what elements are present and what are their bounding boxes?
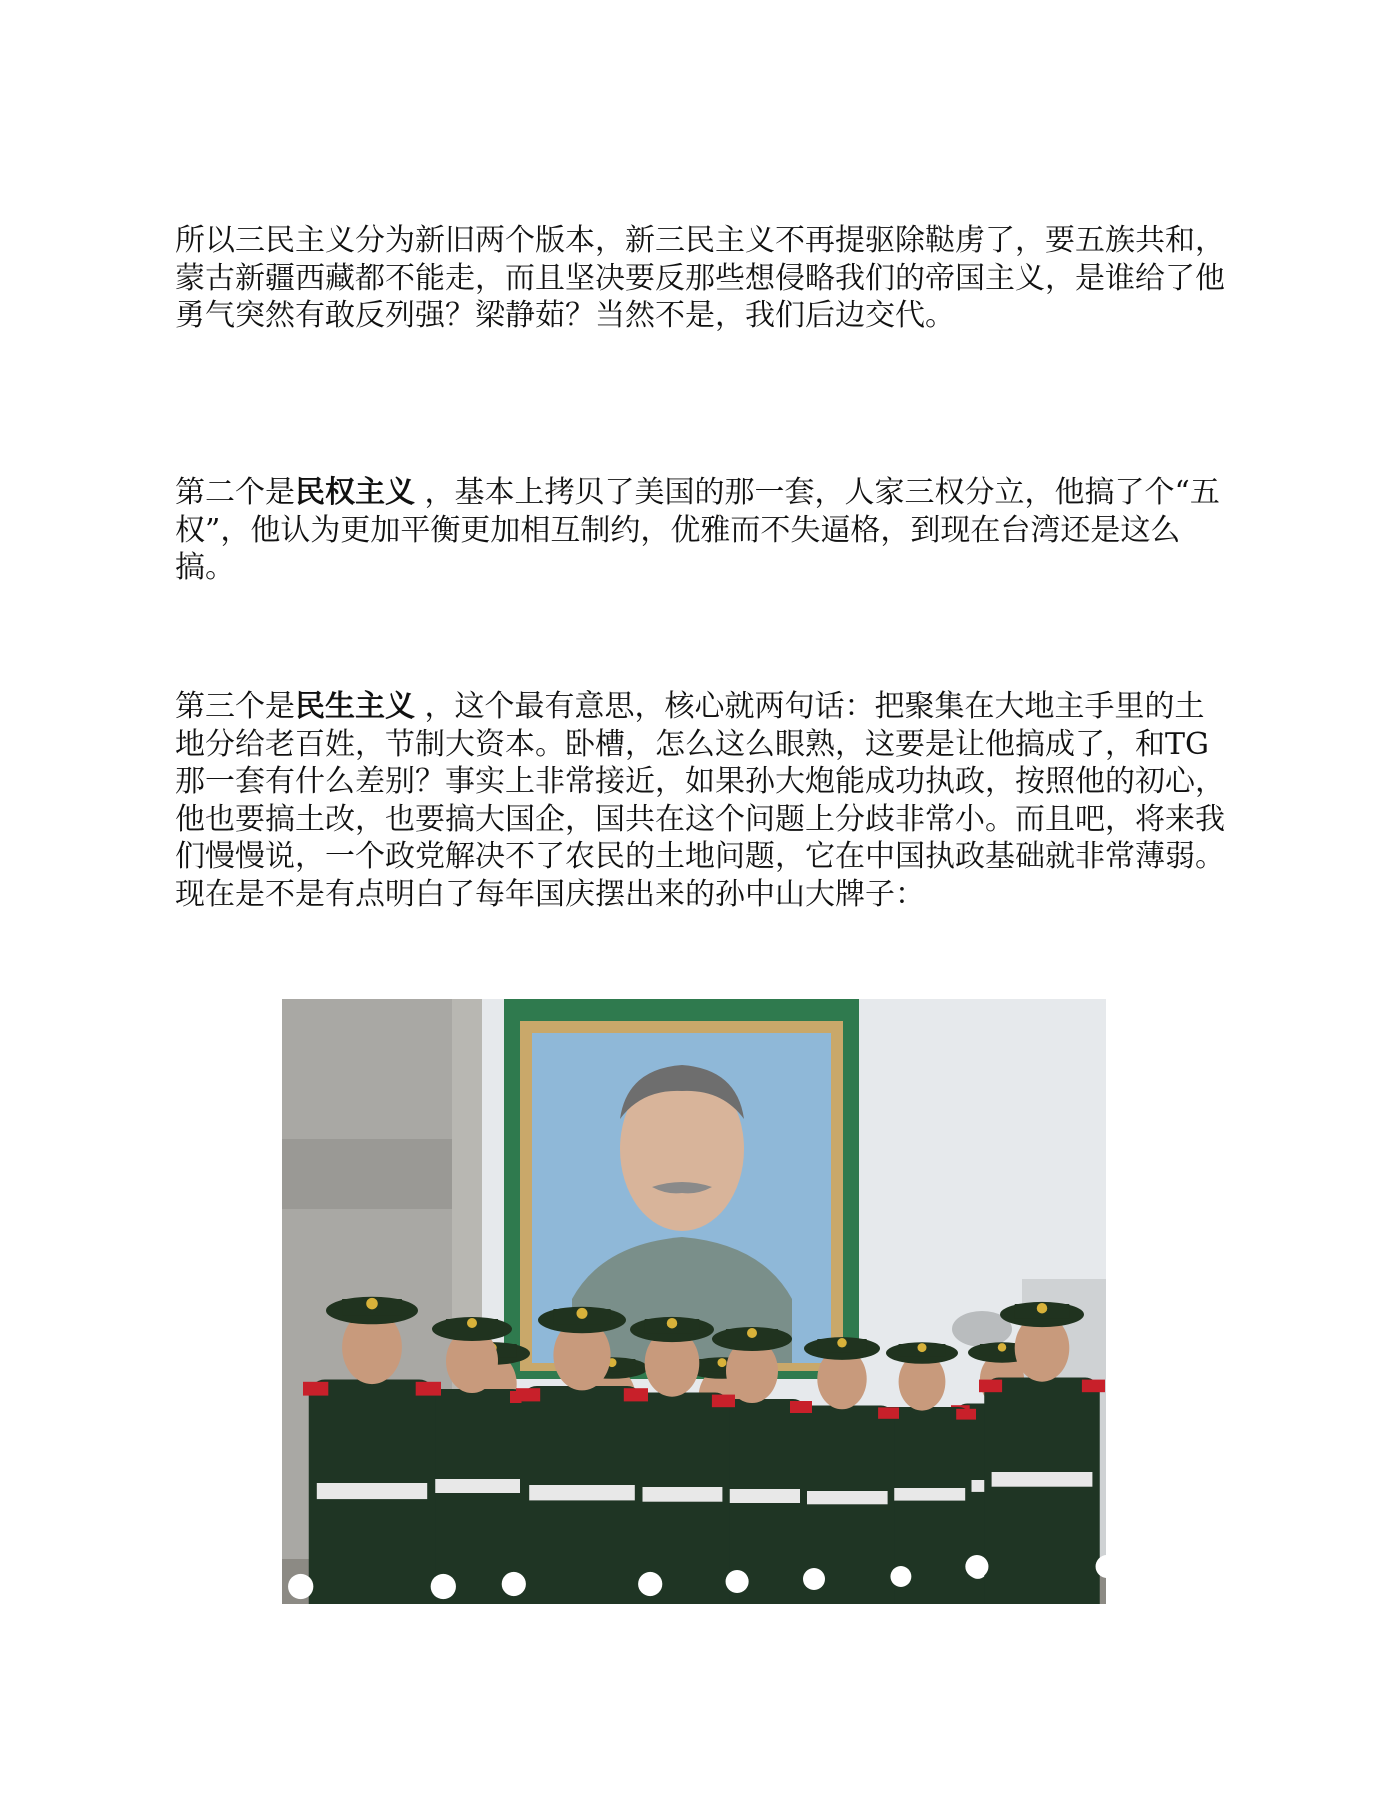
paragraph-text: 所以三民主义分为新旧两个版本，新三民主义不再提驱除鞑虏了，要五族共和，蒙古新疆西藏都不能走，而且坚决要反那些想侵略我们的帝国主义，是谁给了他勇气突然有敢反列强？梁静茹？当然不是，我们后边交代。 [175, 223, 1225, 333]
paragraph-prefix: 第二个是 [175, 475, 295, 510]
soldier-part [803, 1568, 825, 1590]
soldier-part [918, 1343, 927, 1352]
soldier-part [890, 1566, 911, 1587]
soldier-part [424, 1479, 520, 1493]
soldier-part [317, 1483, 427, 1499]
soldier-part [837, 1338, 847, 1348]
honor-guard-photo [282, 999, 1106, 1604]
paragraph-civil-rights [175, 474, 1225, 587]
soldier-part [992, 1472, 1093, 1487]
soldier-part [718, 1358, 727, 1367]
soldier-part [1082, 1380, 1105, 1393]
soldier-part [965, 1555, 988, 1578]
soldier-part [431, 1574, 456, 1599]
paragraph-text: ，这个最有意思，核心就两句话：把聚集在大地主手里的土地分给老百姓，节制大资本。卧槽，怎么这么眼熟，这要是让他搞成了，和TG那一套有什么差别？事实上非常接近，如果孙大炮能成功执政，按照他的初心，他也要搞土改，也要搞大国企，国共在这个问题上分歧非常小。而且吧，将来我们慢慢说，一个政党解决不了农民的土地问题，它在中国执政基础就非常薄弱。现在是不是有点明白了每年国庆摆出来的孙中山大牌子： [175, 689, 1225, 912]
paragraph-prefix: 第三个是 [175, 689, 295, 724]
soldier-part [516, 1388, 540, 1401]
soldier-part [366, 1298, 378, 1310]
soldier-part [998, 1343, 1007, 1352]
soldier-part [416, 1382, 441, 1396]
soldier-part [303, 1382, 328, 1396]
photo-illustration [282, 999, 1106, 1604]
soldier-part [467, 1318, 477, 1328]
soldier-part [726, 1570, 749, 1593]
soldier-part [796, 1491, 887, 1504]
paragraph-three-principles-versions [175, 222, 1225, 335]
soldier-part [979, 1380, 1002, 1393]
soldier-part [577, 1308, 588, 1319]
soldier-part [288, 1574, 313, 1599]
soldier-part [790, 1401, 812, 1413]
soldier-part [529, 1485, 635, 1500]
soldier-part [956, 1409, 976, 1420]
soldier-part [502, 1572, 526, 1596]
paragraph-bold-term: 民生主义 [295, 689, 415, 724]
paragraph-livelihood [175, 688, 1225, 913]
soldier-part [747, 1328, 757, 1338]
paragraph-bold-term: 民权主义 [295, 475, 415, 510]
soldier-part [984, 1378, 1100, 1605]
soldier-part [878, 1407, 899, 1418]
soldier-part [712, 1395, 735, 1408]
soldier-part [624, 1388, 648, 1401]
soldier-part [667, 1318, 678, 1329]
paragraph-text: ，基本上拷贝了美国的那一套，人家三权分立，他搞了个“五权”，他认为更加平衡更加相互制约，优雅而不失逼格，到现在台湾还是这么搞。 [175, 475, 1220, 585]
soldier-part [1037, 1303, 1048, 1314]
soldier-part [638, 1572, 662, 1596]
